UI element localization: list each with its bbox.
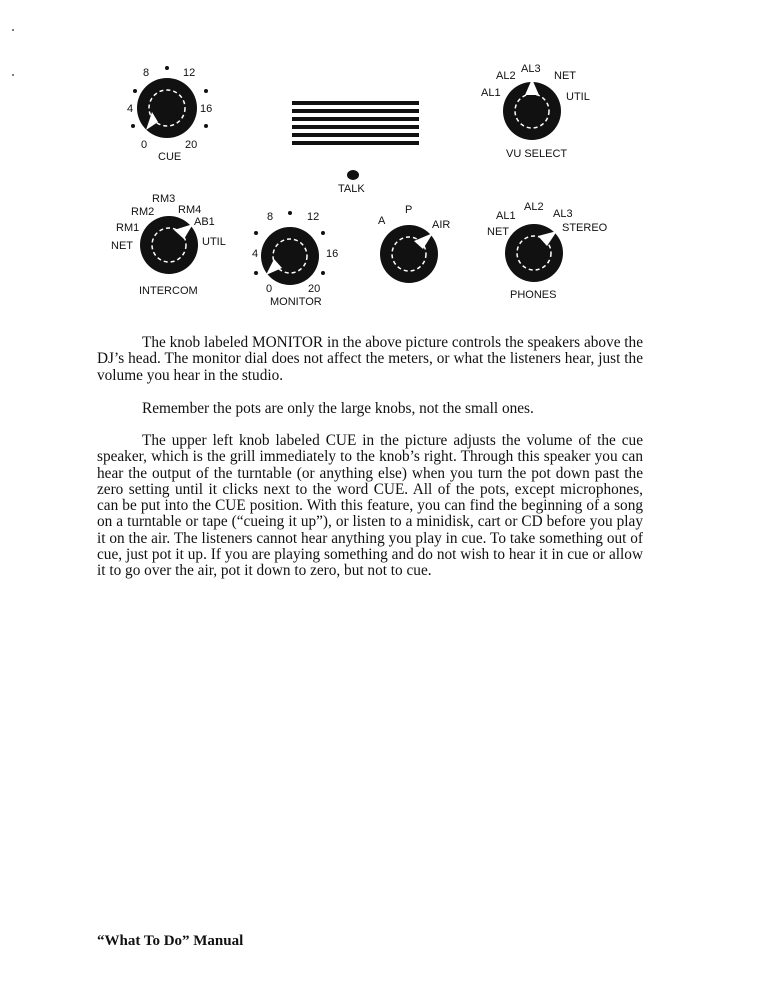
- vu-position-label: AL3: [521, 63, 541, 75]
- talk-button: [338, 170, 365, 195]
- cue-tick-label: 0: [141, 139, 148, 151]
- tick-dot: [204, 124, 208, 128]
- monitor-tick-label: 4: [252, 248, 259, 260]
- vu-select-label: VU SELECT: [506, 148, 568, 160]
- air-position-label: AIR: [432, 219, 451, 231]
- tick-dot: [131, 124, 135, 128]
- vu-position-label: AL1: [481, 87, 501, 99]
- phones-position-label: STEREO: [562, 222, 608, 234]
- air-position-label: A: [378, 215, 386, 227]
- scan-speck: [12, 29, 14, 31]
- monitor-label: MONITOR: [270, 296, 322, 308]
- cue-knob-label: CUE: [158, 151, 182, 163]
- phones-position-label: AL1: [496, 210, 516, 222]
- footer-title: “What To Do” Manual: [97, 933, 244, 949]
- air-select-knob: [378, 204, 450, 283]
- intercom-position-label: UTIL: [202, 236, 226, 248]
- vu-position-label: UTIL: [566, 91, 590, 103]
- control-panel-diagram: [0, 0, 773, 320]
- intercom-position-label: RM3: [152, 193, 176, 205]
- cue-tick-label: 8: [143, 67, 150, 79]
- vu-position-label: NET: [554, 70, 576, 82]
- vu-select-knob: [481, 63, 590, 160]
- cue-tick-label: 4: [127, 103, 134, 115]
- cue-knob: [127, 66, 212, 163]
- tick-dot: [321, 271, 325, 275]
- talk-label: TALK: [338, 183, 365, 195]
- monitor-tick-label: 20: [308, 283, 321, 295]
- paragraph-pots: Remember the pots are only the large knobs, not the small ones.: [142, 400, 534, 417]
- monitor-tick-label: 16: [326, 248, 339, 260]
- tick-dot: [254, 231, 258, 235]
- cue-tick-label: 16: [200, 103, 213, 115]
- intercom-position-label: RM4: [178, 204, 202, 216]
- monitor-tick-label: 12: [307, 211, 320, 223]
- paragraph-cue: The upper left knob labeled CUE in the picture adjusts the volume of the cue speaker, which is the grill immediately to the knob’s right. Through this speaker you can hear the output of the turntable (or anything else) when you turn the pot down past the zero setting until it clicks next to the word CUE. All of the pots, except microphones, can be put into the CUE position. With this feature, you can find the beginning of a song on a turntable or tape (“cueing it up”), or listen to a minidisk, cart or CD before you play it on the air. The listeners cannot hear anything you play in cue. To take something out of cue, just pot it up. If you are playing something and do not wish to hear it in cue or allow it to go over the air, pot it down to zero, but not to cue.: [97, 432, 643, 580]
- monitor-knob: [252, 211, 338, 308]
- intercom-position-label: AB1: [194, 216, 215, 228]
- air-position-label: P: [405, 204, 413, 216]
- monitor-tick-label: 8: [267, 211, 274, 223]
- intercom-position-label: RM2: [131, 206, 155, 218]
- tick-dot: [204, 89, 208, 93]
- tick-dot: [288, 211, 292, 215]
- phones-position-label: AL3: [553, 208, 573, 220]
- vu-position-label: AL2: [496, 70, 516, 82]
- cue-speaker-grill: [292, 101, 419, 145]
- monitor-tick-label: 0: [266, 283, 273, 295]
- phones-position-label: NET: [487, 226, 509, 238]
- phones-position-label: AL2: [524, 201, 544, 213]
- phones-knob: [487, 201, 608, 301]
- cue-tick-label: 12: [183, 67, 196, 79]
- tick-dot: [133, 89, 137, 93]
- tick-dot: [321, 231, 325, 235]
- intercom-position-label: NET: [111, 240, 133, 252]
- phones-label: PHONES: [510, 289, 557, 301]
- tick-dot: [165, 66, 169, 70]
- intercom-knob: [111, 193, 226, 297]
- tick-dot: [254, 271, 258, 275]
- scan-speck: [12, 74, 14, 76]
- intercom-position-label: RM1: [116, 222, 140, 234]
- paragraph-monitor: The knob labeled MONITOR in the above picture controls the speakers above the DJ’s head. The monitor dial does not affect the meters, or what the listeners hear, just the volume you hear in the studio.: [97, 334, 643, 384]
- cue-tick-label: 20: [185, 139, 198, 151]
- intercom-label: INTERCOM: [139, 285, 198, 297]
